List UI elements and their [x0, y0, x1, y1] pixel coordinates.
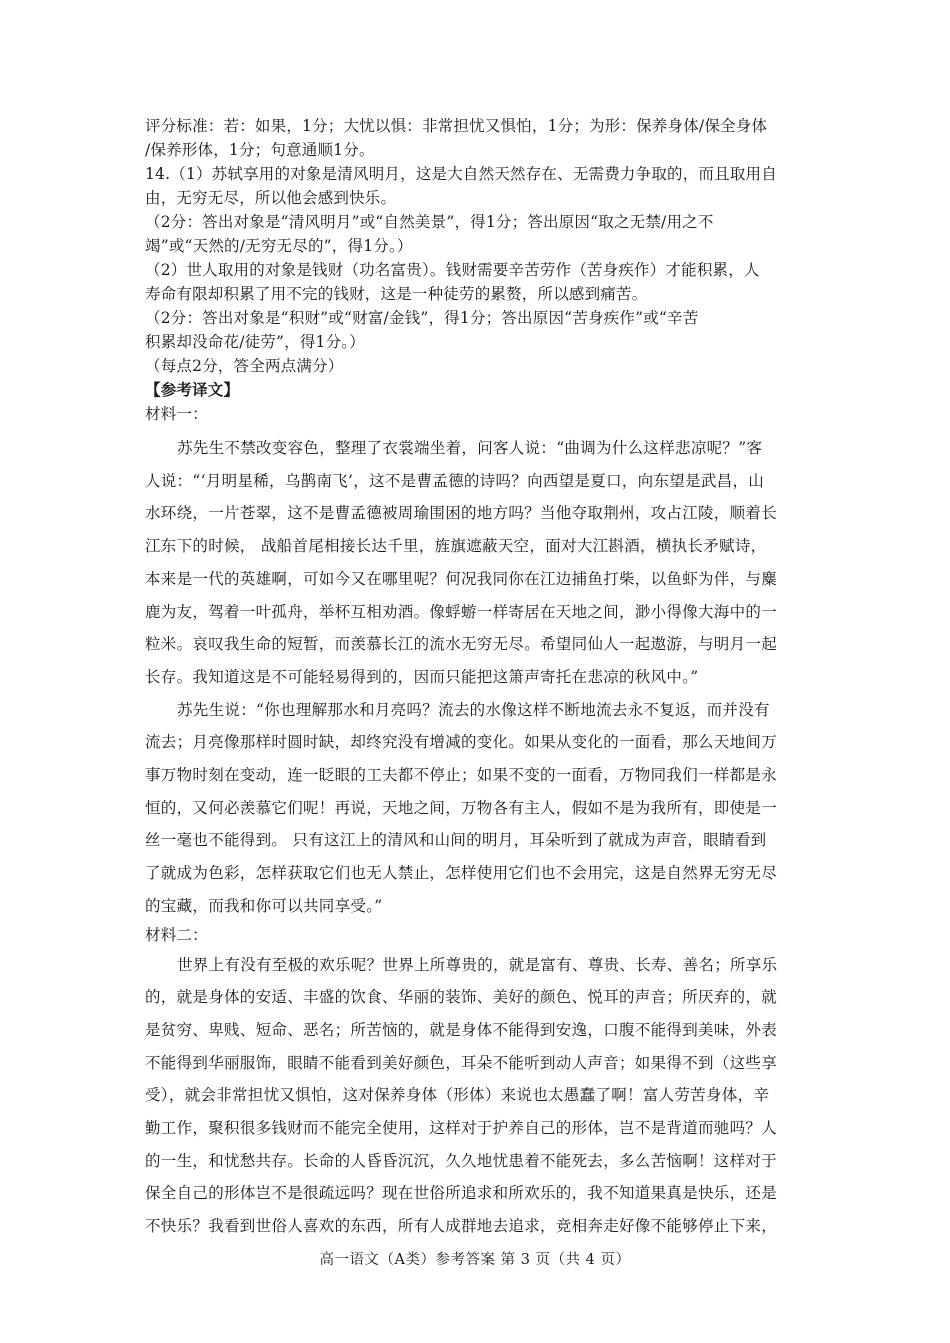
material-1-line: 恒的，又何必羡慕它们呢！再说，天地之间，万物各有主人，假如不是为我所有，即使是一 [145, 798, 778, 817]
material-1-line: 人说：“‘月明星稀，乌鹊南飞’，这不是曹孟德的诗吗？向西望是夏口，向东望是武昌，山 [145, 471, 765, 490]
scoring-standard-line-2: /保养形体，1分；句意通顺1分。 [145, 141, 375, 159]
material-1-line: 苏先生说：“你也理解那水和月亮吗？流去的水像这样不断地流去永不复返，而并没有 [177, 700, 770, 719]
q14-part2-line-1: （2）世人取用的对象是钱财（功名富贵）。钱财需要辛苦劳作（苦身疾作）才能积累，人 [145, 261, 760, 279]
material-1-line: 流去；月亮像那样时圆时缺，却终究没有增减的变化。如果从变化的一面看，那么天地间万 [145, 733, 778, 752]
q14-part1-score-line-1: （2分：答出对象是“清风明月”或“自然美景”，得1分；答出原因“取之无禁/用之不 [145, 213, 714, 231]
q14-part1-line-2: 由，无穷无尽，所以他会感到快乐。 [145, 189, 397, 207]
page-content [145, 114, 813, 1243]
q14-part1-score-line-2: 竭”或“天然的/无穷无尽的”，得1分。） [145, 237, 413, 255]
material-1-line: 江东下的时候， 战船首尾相接长达千里，旌旗遮蔽天空，面对大江斟酒，横执长矛赋诗， [145, 537, 767, 556]
q14-part2-score-line-1: （2分：答出对象是“积财”或“财富/金钱”，得1分；答出原因“苦身疾作”或“辛苦 [145, 309, 699, 327]
material-1-line: 事万物时刻在变动，连一眨眼的工夫都不停止；如果不变的一面看，万物同我们一样都是永 [145, 766, 778, 785]
q14-part1-line-1: 14.（1）苏轼享用的对象是清风明月，这是大自然天然存在、无需费力争取的，而且取用自 [145, 165, 777, 183]
material-2-line: 的，就是身体的安适、丰盛的饮食、华丽的装饰、美好的颜色、悦耳的声音；所厌弃的，就 [145, 988, 778, 1007]
material-2-line: 不快乐？我看到世俗人喜欢的东西，所有人成群地去追求，竞相奔走好像不能够停止下来， [145, 1217, 778, 1236]
material-1-line: 苏先生不禁改变容色，整理了衣裳端坐着，问客人说：“曲调为什么这样悲凉呢？”客 [177, 439, 763, 457]
material-1-line: 了就成为色彩，怎样获取它们也无人禁止，怎样使用它们也不会用完，这是自然界无穷无尽 [145, 864, 778, 883]
material-2-line: 受），就会非常担忧又惧怕，这对保养身体（形体）来说也太愚蠢了啊！富人劳苦身体，辛 [145, 1086, 770, 1105]
material-2-line: 世界上有没有至极的欢乐呢？世界上所尊贵的，就是富有、尊贵、长寿、善名；所享乐 [177, 955, 778, 974]
q14-total-note: （每点2分，答全两点满分） [145, 357, 344, 375]
translation-heading: 【参考译文】 [145, 380, 240, 399]
material-2-line: 保全自己的形体岂不是很疏远吗？现在世俗所追求和所欢乐的，我不知道果真是快乐，还是 [145, 1184, 778, 1203]
material-1-line: 鹿为友，驾着一叶孤舟，举杯互相劝酒。像蜉蝣一样寄居在天地之间，渺小得像大海中的一 [145, 602, 778, 621]
material-2-line: 勤工作，聚积很多钱财而不能完全使用，这样对于护养自己的形体，岂不是背道而驰吗？人 [145, 1119, 778, 1138]
material-1-line: 本来是一代的英雄啊，可如今又在哪里呢？何况我同你在江边捕鱼打柴，以鱼虾为伴，与麋 [145, 569, 778, 588]
q14-part2-line-2: 寿命有限却积累了用不完的钱财，这是一种徒劳的累赘，所以感到痛苦。 [145, 285, 648, 303]
material-1-label: 材料一： [145, 405, 208, 423]
material-1-line: 丝一毫也不能得到。 只有这江上的清风和山间的明月，耳朵听到了就成为声音，眼睛看到 [145, 831, 767, 850]
scoring-standard-line-1: 评分标准：若：如果，1分；大忧以惧：非常担忧又惧怕，1分；为形：保养身体/保全身体 [145, 117, 768, 135]
material-2-line: 不能得到华丽服饰，眼睛不能看到美好颜色，耳朵不能听到动人声音；如果得不到（这些享 [145, 1053, 778, 1072]
material-1-line: 长存。我知道这是不可能轻易得到的，因而只能把这箫声寄托在悲凉的秋风中。” [145, 667, 699, 686]
page-footer: 高一语文（A类）参考答案 第 3 页（共 4 页） [319, 1252, 631, 1268]
material-1-line: 粒米。哀叹我生命的短暂，而羡慕长江的流水无穷无尽。希望同仙人一起遨游，与明月一起 [145, 635, 778, 654]
material-1-line: 水环绕，一片苍翠，这不是曹孟德被周瑜围困的地方吗？当他夺取荆州，攻占江陵，顺着长 [145, 504, 778, 523]
material-2-line: 是贫穷、卑贱、短命、恶名；所苦恼的，就是身体不能得到安逸，口腹不能得到美味，外表 [145, 1020, 778, 1039]
material-2-line: 的一生，和忧愁共存。长命的人昏昏沉沉，久久地忧患着不能死去，多么苦恼啊！这样对于 [145, 1151, 778, 1170]
material-1-line: 的宝藏，而我和你可以共同享受。” [145, 896, 383, 915]
q14-part2-score-line-2: 积累却没命花/徒劳”，得1分。） [145, 333, 365, 351]
material-2-label: 材料二： [145, 925, 208, 944]
